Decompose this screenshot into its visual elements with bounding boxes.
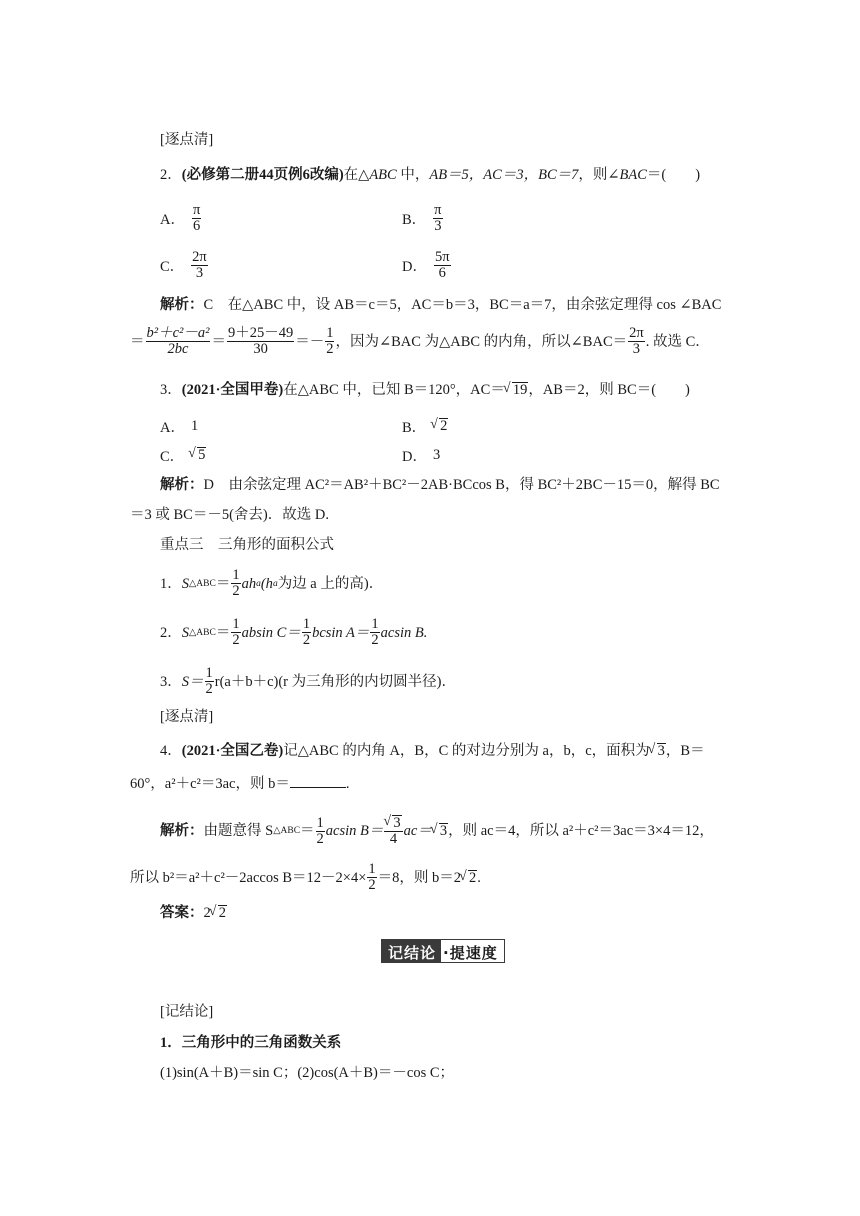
option-label: D． — [402, 259, 427, 275]
badge-right: ·提速度 — [441, 939, 505, 963]
sqrt — [432, 822, 448, 840]
denominator: 2 — [316, 830, 324, 847]
question-number: 4． — [160, 743, 182, 759]
fraction — [191, 250, 208, 281]
numerator: 1 — [302, 616, 311, 632]
question-text: 记△ABC 的内角 A，B，C 的对边分别为 a，b，c，面积为 — [283, 743, 650, 759]
question-text: ，AB＝2，则 BC＝( ) — [528, 382, 690, 398]
formula-text: bcsin A＝ — [312, 624, 370, 641]
fraction — [146, 326, 211, 357]
numerator: π — [434, 202, 442, 218]
question-text: 60°，a²＋c²＝3ac，则 b＝ — [130, 776, 290, 792]
solution-text: C 在△ABC 中，设 AB＝c＝5，AC＝b＝3，BC＝a＝7，由余弦定理得 cos ∠BAC — [203, 297, 722, 313]
numerator: 1 — [371, 616, 379, 632]
question-text: . — [345, 776, 350, 792]
option-label: A． — [160, 212, 185, 228]
solution-text: 所以 b²＝a²＋c²－2accos B＝12－2×4× — [130, 869, 367, 886]
solution-text: ＝8，则 b＝2 — [377, 869, 462, 886]
solution-text: 由题意得 S — [203, 823, 274, 839]
fraction — [231, 617, 240, 648]
denominator: 3 — [195, 265, 204, 281]
section-tag: [逐点清] — [160, 709, 214, 725]
numerator: π — [192, 202, 201, 218]
fraction — [628, 326, 645, 357]
formula-text: S＝ — [181, 673, 204, 690]
question-text: 在△ — [343, 167, 370, 183]
radicand: 3 — [393, 815, 401, 831]
solution-line — [160, 296, 721, 314]
conclusion-title: 1．三角形中的三角函数关系 — [160, 1035, 342, 1051]
answer-line — [160, 904, 227, 922]
fraction — [302, 617, 311, 648]
formula-text: r(a＋b＋c)(r 为三角形的内切圆半径)． — [214, 673, 456, 690]
solution-text: . 故选 C． — [645, 333, 710, 350]
fraction — [433, 203, 442, 234]
option-value: 3 — [432, 447, 441, 463]
option-label: D． — [402, 449, 427, 465]
radicand: 3 — [657, 743, 665, 759]
option-b — [402, 203, 444, 234]
fraction — [316, 816, 325, 847]
fraction — [231, 568, 240, 599]
solution-text: ，则 ac＝4，所以 a²＋c²＝3ac＝3×4＝12， — [448, 823, 714, 839]
question-source: (必修第二册44页例6改编) — [181, 167, 344, 183]
section-tag: [逐点清] — [160, 132, 214, 148]
fraction — [325, 326, 334, 357]
formula-text: S — [181, 624, 189, 641]
denominator: 30 — [253, 341, 268, 357]
formula-text: S — [181, 575, 189, 592]
solution-text: ，因为∠BAC 为△ABC 的内角，所以∠BAC＝ — [335, 333, 628, 350]
sqrt — [650, 742, 666, 760]
solution-label: 解析： — [160, 477, 204, 493]
option-label: B． — [402, 212, 427, 228]
solution-text: D 由余弦定理 AC²＝AB²＋BC²－2AB·BCcos B，得 BC²＋2BC－15＝0，解得 BC — [203, 477, 720, 493]
formula-text: ah — [241, 575, 257, 592]
option-d — [402, 445, 440, 466]
fraction — [434, 250, 451, 281]
question-source: (2021·全国乙卷) — [181, 743, 284, 759]
solution-line — [130, 862, 481, 893]
numerator: 1 — [232, 616, 240, 632]
formula-text: (h — [260, 575, 273, 592]
formula-text: 为边 a 上的高)． — [277, 575, 384, 592]
option-a — [160, 416, 198, 437]
solution-text: ＝－ — [295, 333, 325, 350]
solution-line: 解析： 由题意得 S △ABC ＝ $\frac{1}{2}$ acsin B＝ √ 3 4 ac＝ √ 3 ，则 ac＝4，所以 a²＋c²＝3ac＝3×4＝12， — [160, 815, 714, 847]
denominator: 2 — [326, 341, 334, 357]
question-text: 中， — [396, 167, 430, 183]
option-c — [160, 250, 209, 281]
question-text: ABC — [369, 167, 397, 183]
option-a — [160, 203, 202, 234]
answer-blank[interactable] — [290, 787, 346, 788]
question-4 — [160, 742, 705, 760]
question-text: AB＝5，AC＝3，BC＝7 — [429, 167, 579, 183]
radicand: 3 — [439, 823, 448, 839]
answer-label: 答案： — [160, 905, 204, 921]
option-d — [402, 250, 452, 281]
option-label: A． — [160, 420, 185, 436]
numerator: 5π — [434, 249, 450, 265]
numerator: 1 — [368, 861, 376, 877]
numerator: 1 — [205, 665, 213, 681]
radicand: 2 — [440, 418, 448, 434]
question-text: BAC — [619, 167, 647, 183]
question-text: 在△ABC 中，已知 B＝120°，AC＝ — [283, 382, 505, 398]
radicand: 5 — [198, 447, 206, 463]
option-value: 1 — [190, 418, 199, 434]
solution-label: 解析： — [160, 823, 204, 839]
question-3 — [160, 381, 690, 399]
formula-2: 2． S △ABC ＝ $\frac{1}{2}$ absin C＝ $\frac{1}{2}$ bcsin A＝ $\frac{1}{2}$ acsin B. — [160, 616, 428, 648]
formula-text: absin C＝ — [241, 624, 301, 641]
solution-text: ＝ — [130, 333, 145, 350]
fraction — [227, 326, 294, 357]
fraction — [192, 203, 201, 234]
question-number: 3． — [160, 382, 182, 398]
option-label: B． — [402, 420, 427, 436]
numerator: 1 — [316, 814, 324, 831]
solution-text: ＝ — [211, 333, 226, 350]
numerator: 2π — [192, 249, 207, 265]
option-label: C． — [160, 449, 185, 465]
sqrt — [461, 869, 477, 887]
formula-text: acsin B. — [380, 624, 428, 641]
denominator: 2 — [232, 583, 240, 599]
sqrt — [190, 447, 206, 464]
badge-left: 记结论 — [381, 939, 441, 963]
question-text: ，则∠ — [578, 167, 620, 183]
solution-line — [130, 326, 710, 357]
denominator: 2 — [371, 632, 379, 648]
formula-number: 1． — [160, 575, 182, 592]
fraction — [205, 666, 214, 697]
question-source: (2021·全国甲卷) — [181, 382, 284, 398]
denominator: 6 — [193, 218, 201, 234]
denominator: 6 — [438, 265, 446, 281]
solution-line: ＝3 或 BC＝－5(舍去)．故选 D. — [130, 507, 329, 523]
solution-line — [160, 476, 720, 494]
formula-number: 3． — [160, 673, 182, 690]
question-text: ，B＝ — [665, 743, 705, 759]
sqrt — [505, 381, 529, 399]
denominator: 3 — [632, 341, 641, 357]
fraction — [367, 862, 376, 893]
solution-text: acsin B＝ — [325, 823, 384, 839]
question-2 — [160, 166, 700, 184]
solution-text: ac＝ — [403, 823, 432, 839]
formula-number: 2． — [160, 624, 182, 641]
sqrt — [432, 418, 448, 435]
section-badge — [381, 939, 508, 963]
formula-1: 1． S △ABC ＝ $\frac{1}{2}$ ah a (h a 为边 a 上的高)． — [160, 567, 384, 599]
numerator: 2π — [629, 325, 644, 341]
formula-3 — [160, 666, 456, 697]
fraction: √ 3 4 — [384, 815, 402, 847]
conclusion-line: (1)sin(A＋B)＝sin C；(2)cos(A＋B)＝－cos C； — [160, 1065, 455, 1081]
denominator: 2 — [368, 877, 376, 893]
radicand: 19 — [512, 382, 528, 398]
numerator: 1 — [232, 567, 240, 583]
denominator: 2 — [205, 681, 213, 697]
denominator: 2 — [302, 632, 311, 648]
sqrt — [211, 904, 227, 922]
numerator: 9＋25－49 — [227, 325, 294, 341]
section-heading: 重点三 三角形的面积公式 — [160, 537, 334, 553]
question-number: 2． — [160, 167, 182, 183]
radicand: 2 — [218, 905, 226, 921]
fraction — [370, 617, 379, 648]
question-text: ＝( ) — [646, 167, 701, 183]
denominator: 2bc — [167, 341, 189, 357]
denominator: 3 — [434, 218, 442, 234]
question-4-line-2 — [130, 775, 350, 793]
numerator: 1 — [326, 325, 334, 341]
radicand: 2 — [469, 869, 477, 886]
numerator: b²＋c²－a² — [146, 325, 210, 341]
option-b — [402, 416, 448, 437]
answer-value: 2 — [203, 905, 211, 921]
denominator: 2 — [232, 632, 240, 648]
section-tag: [记结论] — [160, 1004, 214, 1020]
option-c — [160, 445, 206, 466]
option-label: C． — [160, 259, 185, 275]
solution-text: . — [477, 869, 481, 886]
solution-label: 解析： — [160, 297, 204, 313]
